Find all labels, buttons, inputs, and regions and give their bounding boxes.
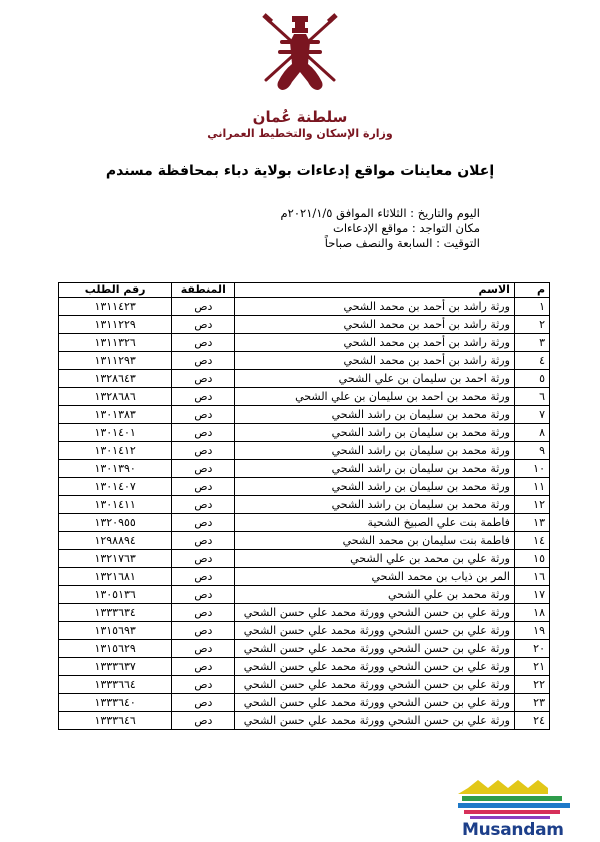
cell-area: دص [172, 676, 235, 694]
cell-num: ١٣ [514, 514, 549, 532]
cell-name: ورثة علي بن حسن الشحي وورثة محمد علي حسن الشحي [235, 640, 515, 658]
table-body [59, 298, 550, 730]
cell-request: ١٣٠١٤٠١ [59, 424, 172, 442]
claims-table [58, 282, 550, 730]
cell-request: ١٣٢١٧٦٣ [59, 550, 172, 568]
cell-request: ١٣٣٣٦٣٤ [59, 604, 172, 622]
oman-khanjar-emblem [250, 10, 350, 102]
announcement-title: إعلان معاينات مواقع إدعاءات بولاية دباء بمحافظة مسندم [105, 163, 495, 179]
cell-request: ١٣٣٣٦٦٤ [59, 676, 172, 694]
cell-name: ورثة علي بن حسن الشحي وورثة محمد علي حسن الشحي [235, 676, 515, 694]
cell-num: ١ [514, 298, 549, 316]
table-row [59, 532, 550, 550]
cell-area: دص [172, 514, 235, 532]
cell-request: ١٣٠١٤١٢ [59, 442, 172, 460]
cell-area: دص [172, 388, 235, 406]
table-row [59, 712, 550, 730]
cell-area: دص [172, 370, 235, 388]
cell-name: ورثة محمد بن احمد بن سليمان بن علي الشحي [235, 388, 515, 406]
cell-name: ورثة راشد بن أحمد بن محمد الشحي [235, 298, 515, 316]
cell-request: ١٣٣٣٦٤٦ [59, 712, 172, 730]
table-row [59, 694, 550, 712]
cell-request: ١٣٣٣٦٤٠ [59, 694, 172, 712]
table-row [59, 388, 550, 406]
cell-num: ١٥ [514, 550, 549, 568]
table-row [59, 550, 550, 568]
cell-request: ١٣١٥٦٩٣ [59, 622, 172, 640]
cell-area: دص [172, 640, 235, 658]
cell-num: ١٦ [514, 568, 549, 586]
table-row [59, 352, 550, 370]
musandam-logo-text: Musandam [462, 820, 564, 840]
ministry-line-name: وزارة الإسكان والتخطيط العمراني [207, 127, 393, 140]
table-row [59, 298, 550, 316]
cell-name: ورثة محمد بن سليمان بن راشد الشحي [235, 442, 515, 460]
cell-name: ورثة محمد بن سليمان بن راشد الشحي [235, 424, 515, 442]
cell-num: ٥ [514, 370, 549, 388]
cell-name: ورثة راشد بن أحمد بن محمد الشحي [235, 334, 515, 352]
cell-request: ١٣٠٥١٣٦ [59, 586, 172, 604]
cell-request: ١٣٠١٣٩٠ [59, 460, 172, 478]
cell-request: ١٣١١٢٩٣ [59, 352, 172, 370]
cell-num: ٧ [514, 406, 549, 424]
cell-name: ورثة علي بن حسن الشحي وورثة محمد علي حسن الشحي [235, 604, 515, 622]
cell-num: ١٩ [514, 622, 549, 640]
table-row [59, 478, 550, 496]
cell-area: دص [172, 406, 235, 424]
cell-num: ٣ [514, 334, 549, 352]
cell-request: ١٣١١٣٢٦ [59, 334, 172, 352]
cell-area: دص [172, 298, 235, 316]
table-row [59, 658, 550, 676]
cell-request: ١٣٠١٣٨٣ [59, 406, 172, 424]
cell-num: ٢ [514, 316, 549, 334]
meta-place: مكان التواجد : مواقع الإدعاءات [333, 221, 480, 235]
table-row [59, 370, 550, 388]
cell-num: ١٧ [514, 586, 549, 604]
cell-area: دص [172, 478, 235, 496]
cell-num: ٩ [514, 442, 549, 460]
cell-request: ١٣٣٣٦٣٧ [59, 658, 172, 676]
table-row [59, 316, 550, 334]
table-row [59, 568, 550, 586]
cell-num: ٤ [514, 352, 549, 370]
cell-request: ١٣٠١٤٠٧ [59, 478, 172, 496]
header-num: م [514, 283, 549, 298]
table-row [59, 586, 550, 604]
cell-num: ١٨ [514, 604, 549, 622]
cell-request: ١٢٩٨٨٩٤ [59, 532, 172, 550]
cell-area: دص [172, 334, 235, 352]
cell-num: ٦ [514, 388, 549, 406]
cell-num: ٨ [514, 424, 549, 442]
cell-name: ورثة علي بن حسن الشحي وورثة محمد علي حسن الشحي [235, 658, 515, 676]
cell-num: ١٤ [514, 532, 549, 550]
ministry-header [0, 108, 600, 142]
cell-request: ١٣١٥٦٢٩ [59, 640, 172, 658]
table-row [59, 622, 550, 640]
cell-num: ٢٤ [514, 712, 549, 730]
meta-time: التوقيت : السابعة والنصف صباحاً [324, 236, 480, 250]
cell-area: دص [172, 694, 235, 712]
table-row [59, 496, 550, 514]
cell-name: المر بن ذياب بن محمد الشحي [235, 568, 515, 586]
table-row [59, 334, 550, 352]
table-row [59, 514, 550, 532]
table-row [59, 640, 550, 658]
header-request: رقم الطلب [59, 283, 172, 298]
cell-num: ٢٠ [514, 640, 549, 658]
cell-num: ١١ [514, 478, 549, 496]
cell-name: ورثة محمد بن سليمان بن راشد الشحي [235, 460, 515, 478]
cell-request: ١٣٠١٤١١ [59, 496, 172, 514]
cell-request: ١٣٢٨٦٤٣ [59, 370, 172, 388]
cell-area: دص [172, 622, 235, 640]
cell-request: ١٣١١٤٢٣ [59, 298, 172, 316]
cell-name: فاطمة بنت سليمان بن محمد الشحي [235, 532, 515, 550]
cell-area: دص [172, 442, 235, 460]
table-row [59, 460, 550, 478]
cell-area: دص [172, 712, 235, 730]
meta-date: اليوم والتاريخ : الثلاثاء الموافق ٢٠٢١/١/٥م [280, 206, 480, 220]
cell-name: ورثة علي بن حسن الشحي وورثة محمد علي حسن الشحي [235, 694, 515, 712]
cell-name: ورثة راشد بن أحمد بن محمد الشحي [235, 352, 515, 370]
table-row [59, 424, 550, 442]
table-header-row [59, 283, 550, 298]
cell-area: دص [172, 496, 235, 514]
cell-name: ورثة محمد بن علي الشحي [235, 586, 515, 604]
table-row [59, 676, 550, 694]
cell-area: دص [172, 532, 235, 550]
cell-area: دص [172, 586, 235, 604]
cell-name: ورثة علي بن محمد بن علي الشحي [235, 550, 515, 568]
cell-area: دص [172, 604, 235, 622]
cell-area: دص [172, 658, 235, 676]
cell-area: دص [172, 568, 235, 586]
cell-name: ورثة احمد بن سليمان بن علي الشحي [235, 370, 515, 388]
cell-name: ورثة علي بن حسن الشحي وورثة محمد علي حسن الشحي [235, 712, 515, 730]
cell-request: ١٣٢٠٩٥٥ [59, 514, 172, 532]
cell-name: فاطمة بنت علي الصبيخ الشحية [235, 514, 515, 532]
cell-area: دص [172, 550, 235, 568]
table-row [59, 442, 550, 460]
cell-num: ١٢ [514, 496, 549, 514]
cell-name: ورثة محمد بن سليمان بن راشد الشحي [235, 478, 515, 496]
cell-area: دص [172, 316, 235, 334]
cell-num: ١٠ [514, 460, 549, 478]
cell-request: ١٣١١٢٢٩ [59, 316, 172, 334]
cell-name: ورثة محمد بن سليمان بن راشد الشحي [235, 496, 515, 514]
ministry-line-sultanate: سلطنة عُمان [252, 108, 348, 126]
cell-num: ٢١ [514, 658, 549, 676]
cell-area: دص [172, 424, 235, 442]
cell-request: ١٣٢١٦٨١ [59, 568, 172, 586]
header-area: المنطقة [172, 283, 235, 298]
cell-area: دص [172, 352, 235, 370]
cell-name: ورثة محمد بن سليمان بن راشد الشحي [235, 406, 515, 424]
table-row [59, 406, 550, 424]
table-row [59, 604, 550, 622]
cell-area: دص [172, 460, 235, 478]
header-name: الاسم [235, 283, 515, 298]
cell-num: ٢٢ [514, 676, 549, 694]
cell-name: ورثة علي بن حسن الشحي وورثة محمد علي حسن الشحي [235, 622, 515, 640]
announcement-meta [140, 206, 480, 251]
cell-num: ٢٣ [514, 694, 549, 712]
cell-name: ورثة راشد بن أحمد بن محمد الشحي [235, 316, 515, 334]
cell-request: ١٣٢٨٦٨٦ [59, 388, 172, 406]
